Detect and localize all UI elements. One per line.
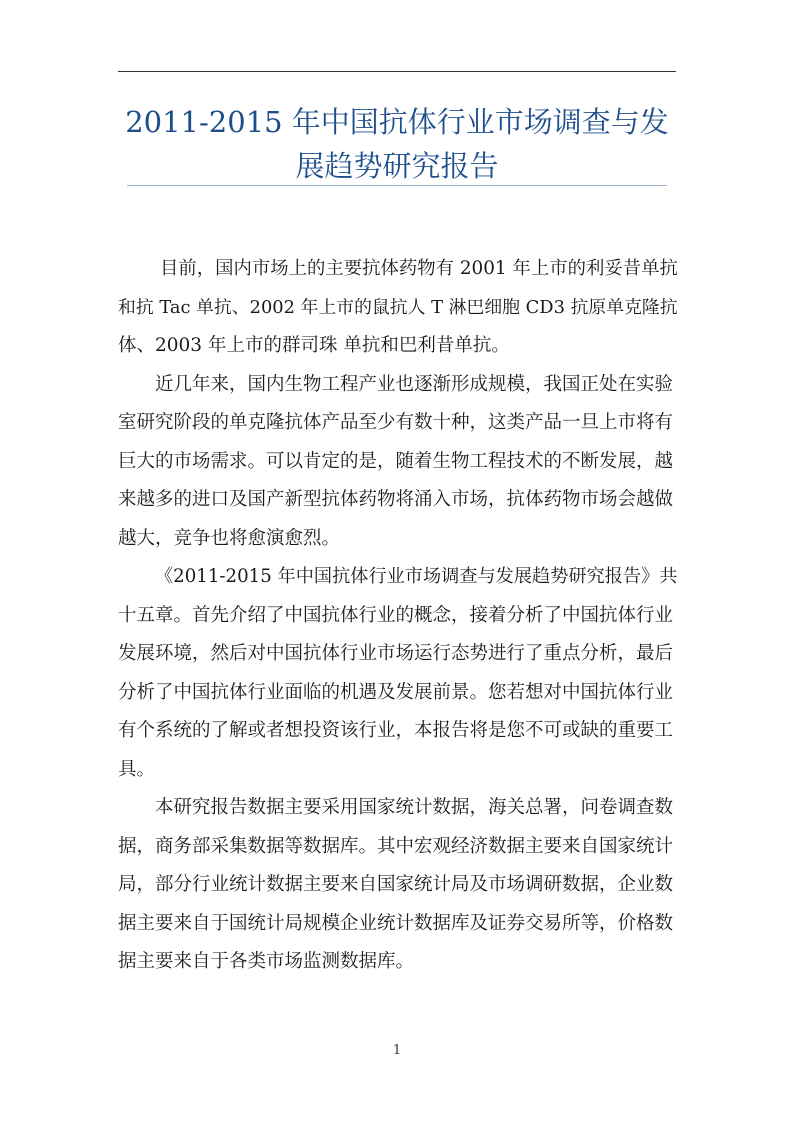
title-line-2: 展趋势研究报告: [295, 149, 499, 183]
title-line-1: 2011-2015 年中国抗体行业市场调查与发: [125, 105, 669, 139]
text-line: 十五章。首先介绍了中国抗体行业的概念，接着分析了中国抗体行业: [118, 604, 674, 626]
text-line: 体、2003 年上市的群司珠 单抗和巴利昔单抗。: [118, 335, 510, 356]
text-line: 近几年来，国内生物工程产业也逐渐形成规模，我国正处在实验: [155, 373, 674, 395]
document-title: [118, 100, 676, 188]
title-underline: [127, 185, 667, 186]
text-line: 有个系统的了解或者想投资该行业，本报告将是您不可或缺的重要工: [118, 720, 674, 741]
text-line: 具。: [118, 758, 156, 780]
text-line: 据主要来自于国统计局规模企业统计数据库及证券交易所等，价格数: [118, 912, 674, 934]
document-body: [118, 250, 678, 982]
paragraph-data-sources: [118, 789, 678, 982]
text-line: 巨大的市场需求。可以肯定的是，随着生物工程技术的不断发展，越: [118, 450, 674, 472]
page-number: 1: [392, 1043, 402, 1058]
text-line: 发展环境，然后对中国抗体行业市场运行态势进行了重点分析，最后: [118, 643, 674, 664]
text-line: 本研究报告数据主要采用国家统计数据，海关总署，问卷调查数: [155, 797, 674, 818]
text-line: 目前，国内市场上的主要抗体药物有 2001 年上市的利妥昔单抗: [160, 258, 678, 279]
text-line: 《2011-2015 年中国抗体行业市场调查与发展趋势研究报告》共: [155, 566, 678, 587]
paragraph-main-products: [118, 250, 678, 366]
text-line: 来越多的进口及国产新型抗体药物将涌入市场，抗体药物市场会越做: [118, 489, 674, 510]
text-line: 局，部分行业统计数据主要来自国家统计局及市场调研数据，企业数: [118, 874, 674, 895]
text-line: 据，商务部采集数据等数据库。其中宏观经济数据主要来自国家统计: [118, 835, 674, 857]
header-rule: [118, 71, 676, 72]
text-line: 和抗 Tac 单抗、2002 年上市的鼠抗人 T 淋巴细胞 CD3 抗原单克隆抗: [118, 296, 678, 318]
text-line: 室研究阶段的单克隆抗体产品至少有数十种，这类产品一旦上市将有: [118, 412, 674, 433]
text-line: 据主要来自于各类市场监测数据库。: [118, 951, 415, 972]
paragraph-industry-scale: [118, 366, 678, 559]
text-line: 分析了中国抗体行业面临的机遇及发展前景。您若想对中国抗体行业: [118, 681, 674, 703]
text-line: 越大，竞争也将愈演愈烈。: [118, 527, 341, 549]
paragraph-report-overview: [118, 558, 678, 789]
